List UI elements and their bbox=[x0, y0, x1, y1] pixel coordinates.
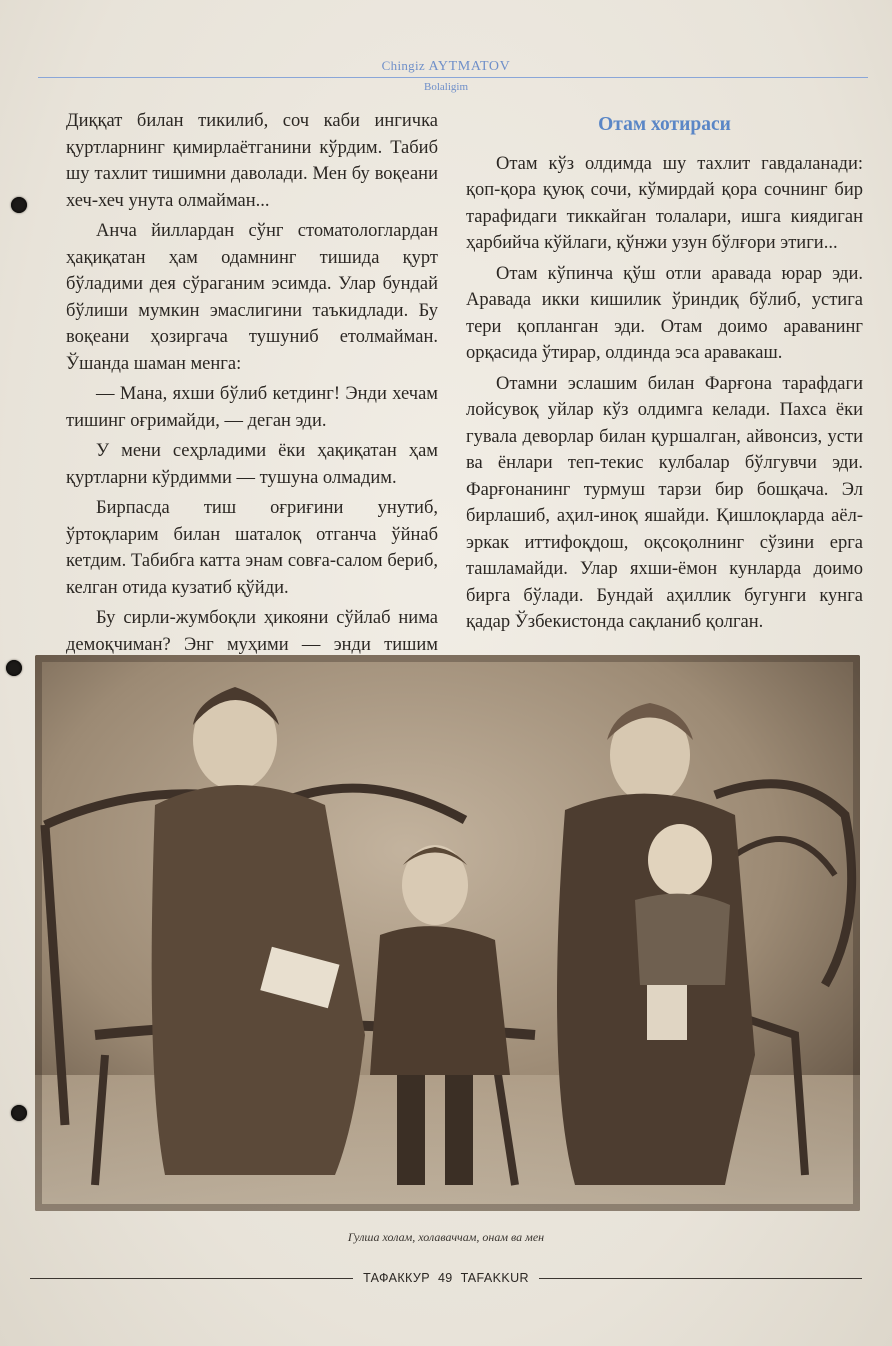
footer-rule-left bbox=[30, 1278, 353, 1279]
paragraph: Бу сирли-жумбоқли ҳикояни сўйлаб нима демоқчиман? Энг муҳими — энди тишим bbox=[66, 608, 438, 655]
binder-hole bbox=[11, 1105, 27, 1121]
right-text-column bbox=[466, 112, 863, 640]
binder-hole bbox=[6, 660, 22, 676]
photo-caption: Гулша холам, холаваччам, онам ва мен bbox=[347, 1230, 545, 1244]
paragraph: Отам кўпинча қўш отли аравада юрар эди. Аравада икки кишилик ўриндиқ бўлиб, устига тери қопланган эди. Отам доимо араванинг орқасида ўтирар, олдинда эса аравакаш. bbox=[466, 263, 863, 363]
family-photograph bbox=[35, 655, 860, 1211]
left-text-column bbox=[66, 108, 438, 689]
paragraph: Диққат билан тикилиб, соч каби ингичка қуртларнинг қимирлаётганини кўрдим. Табиб шу тахлит тишимни даволади. Мен бу воқеани хеч-хеч унута олмайман... bbox=[66, 111, 438, 211]
paragraph: Бирпасда тиш оғриғини унутиб, ўртоқларим билан шаталоқ отганча ўйнаб кетдим. Табибга катта энам совға-салом бериб, келган отида кузатиб қўйди. bbox=[66, 498, 438, 598]
footer-journal-cyrillic: ТАФАККУР bbox=[363, 1271, 430, 1285]
paragraph: Отамни эслашим билан Фарғона тарафдаги лойсувоқ уйлар кўз олдимга келади. Пахса ёки гувала деворлар билан қуршалган, айвонсиз, усти ва ёнлари теп-текис кулбалар бўлгувчи эди. Фарғонанинг турмуш тарзи бир бошқача. Эл бирлашиб, аҳил-иноқ яшайди. Қишлоқларда аёл-эркак иттифоқдош, оқсоқолнинг сўзини ерга ташламайди. Улар яхши-ёмон кунларда доимо бирга бўлади. Бундай аҳиллик бугунги кунга қадар Ўзбекистонда сақланиб қолган. bbox=[466, 373, 863, 632]
footer-journal-latin: TAFAKKUR bbox=[460, 1271, 529, 1285]
page-number: 49 bbox=[437, 1271, 453, 1285]
paragraph: Отам кўз олдимда шу тахлит гавдаланади: қоп-қора қуюқ сочи, кўмирдай қора сочнинг бир тарафидаги тиккайган толалари, ишга киядиган ҳарбийча кўйлаги, қўнжи узун бўлғори этиги... bbox=[466, 153, 863, 253]
header-author bbox=[0, 58, 892, 75]
footer-rule-right bbox=[539, 1278, 862, 1279]
author-last-name: AYTMATOV bbox=[428, 59, 511, 74]
paragraph: Анча йиллардан сўнг стоматологлардан ҳақиқатан ҳам одамнинг тишида қурт бўладими дея сўраганим эсимда. Улар бундай бўлиши мумкин эмаслигини таъкидлади. Бу воқеани ҳозиргача тушуниб етолмайман. Ўшанда шаман менга: bbox=[66, 221, 438, 374]
binder-hole bbox=[11, 197, 27, 213]
paragraph: — Мана, яхши бўлиб кетдинг! Энди хечам тишинг оғримайди, — деган эди. bbox=[66, 384, 438, 431]
section-title: Отам хотираси bbox=[598, 114, 731, 135]
paragraph: У мени сеҳрладими ёки ҳақиқатан ҳам қуртларни кўрдимми — тушуна олмадим. bbox=[66, 441, 438, 488]
running-header bbox=[0, 58, 892, 93]
page-footer bbox=[30, 1268, 862, 1288]
header-book-title: Bolaligim bbox=[424, 81, 468, 93]
header-rule bbox=[38, 77, 868, 78]
author-first-name: Chingiz bbox=[381, 58, 425, 73]
